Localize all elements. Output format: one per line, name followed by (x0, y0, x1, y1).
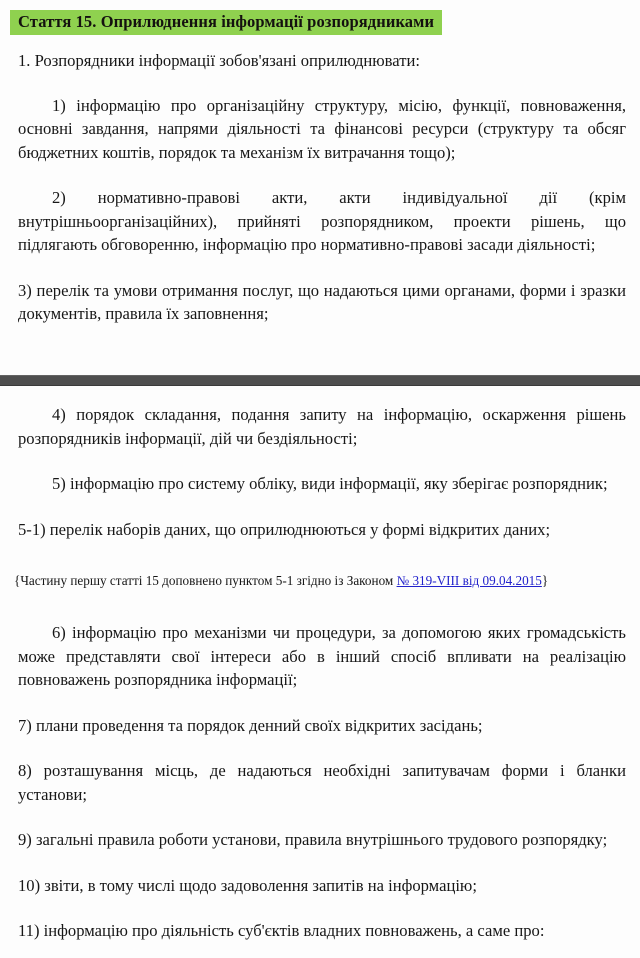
section-one-lead-paragraph: 1. Розпорядники інформації зобов'язані оприлюднювати: (18, 51, 420, 70)
list-item-5: 5) інформацію про систему обліку, види інформації, яку зберігає розпорядник; (52, 474, 608, 493)
law-reference-link[interactable]: № 319-VIII від 09.04.2015 (396, 573, 542, 589)
list-item-4: 4) порядок складання, подання запиту на інформацію, оскарження рішень розпорядників інформації, дій чи бездіяльності; (18, 405, 626, 448)
document-page-bottom-block (0, 386, 640, 954)
list-item-3: 3) перелік та умови отримання послуг, що надаються цими органами, форми і зразки документів, правила їх заповнення; (18, 280, 626, 323)
list-item-6: 6) інформацію про механізми чи процедури, за допомогою яких громадськість може представляти свої інтереси або в інший спосіб впливати на реалізацію повноважень розпорядника інформації; (18, 623, 626, 690)
list-item-11: 11) інформацію про діяльність суб'єктів владних повноважень, а саме про: (18, 921, 545, 941)
section-two-content (0, 386, 640, 954)
list-item-2: 2) нормативно-правові акти, акти індивідуальної дії (крім внутрішньоорганізаційних), прийняті розпорядником, проекти рішень, що підлягають обговоренню, інформацію про нормативно-правові засади діяльності; (18, 188, 626, 254)
list-item-5-1: 5-1) перелік наборів даних, що оприлюднюються у формі відкритих даних; (18, 519, 551, 539)
amendment-note-suffix: } (541, 573, 549, 589)
amendment-note (14, 565, 626, 597)
article-heading: Стаття 15. Оприлюднення інформації розпорядниками (10, 10, 442, 35)
list-item-1: 1) інформацію про організаційну структуру, місію, функції, повноваження, основні завдання, напрями діяльності та фінансові ресурси (структуру та обсяг бюджетних коштів, порядок та механізм їх витрачання тощо); (18, 95, 626, 162)
amendment-note-prefix: {Частину першу статті 15 доповнено пунктом 5-1 згідно із Законом (14, 573, 397, 589)
list-item-9: 9) загальні правила роботи установи, правила внутрішнього трудового розпорядку; (18, 830, 608, 850)
list-item-8: 8) розташування місць, де надаються необхідні запитувачам форми і бланки установи; (18, 761, 626, 804)
section-one-content (0, 35, 640, 337)
document-page-top-block (0, 0, 640, 337)
page-break-separator (0, 375, 640, 386)
list-item-7: 7) плани проведення та порядок денний своїх відкритих засідань; (18, 715, 483, 735)
list-item-10: 10) звіти, в тому числі щодо задоволення запитів на інформацію; (18, 875, 477, 895)
